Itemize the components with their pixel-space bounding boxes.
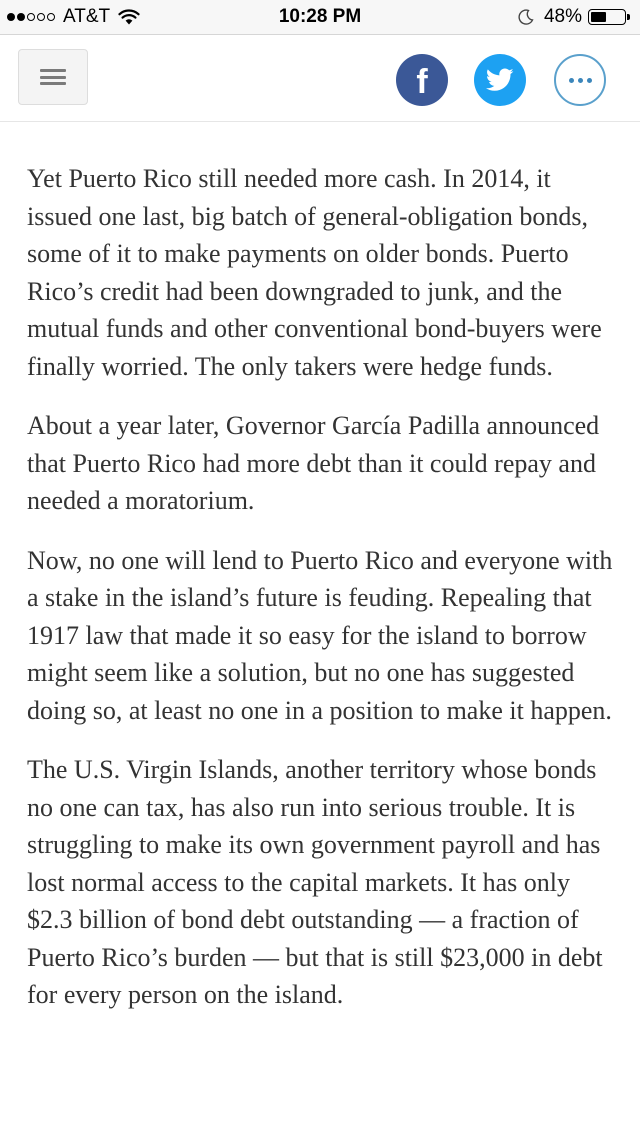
article-paragraph: Yet Puerto Rico still needed more cash. In 2014, it issued one last, big batch of general-obligation bonds, some of it to make payments on older bonds. Puerto Rico’s credit had been downgraded to junk, and the mutual funds and other conventional bond-buyers were finally worried. The only takers were hedge funds. — [27, 164, 602, 381]
do-not-disturb-moon-icon — [518, 9, 534, 25]
more-options-button[interactable] — [554, 54, 606, 106]
status-right — [518, 6, 630, 28]
article-toolbar — [0, 35, 640, 122]
twitter-icon — [486, 68, 514, 92]
status-time: 10:28 PM — [278, 6, 362, 27]
status-bar — [0, 0, 640, 34]
share-twitter-button[interactable] — [474, 54, 526, 106]
article-paragraph: Now, no one will lend to Puerto Rico and everyone with a stake in the island’s future is feuding. Repealing that 1917 law that made it so easy for the island to borrow might seem like a solution, but no one has suggested doing so, at least no one in a position to make it happen. — [27, 545, 613, 725]
article-paragraph: About a year later, Governor García Padilla announced that Puerto Rico had more debt than it could repay and needed a moratorium. — [27, 411, 600, 515]
article-paragraph: The U.S. Virgin Islands, another territory whose bonds no one can tax, has also run into serious trouble. It is struggling to make its own government payroll and has lost normal access to the capital markets. It has only $2.3 billion of bond debt outstanding — a fraction of Puerto Rico’s burden — but that is still $23,000 in debt for every person on the island. — [27, 755, 603, 1009]
share-facebook-button[interactable] — [396, 54, 448, 106]
battery-icon — [588, 9, 626, 25]
more-options-icon — [567, 78, 594, 83]
article-body — [27, 160, 617, 1036]
battery-fill — [591, 12, 606, 22]
facebook-icon: f — [416, 63, 428, 101]
carrier-name: AT&T — [63, 6, 111, 27]
hamburger-menu-icon — [40, 69, 66, 85]
battery-cap — [627, 14, 630, 20]
battery-percentage: 48% — [543, 6, 582, 27]
menu-button[interactable] — [18, 49, 88, 105]
